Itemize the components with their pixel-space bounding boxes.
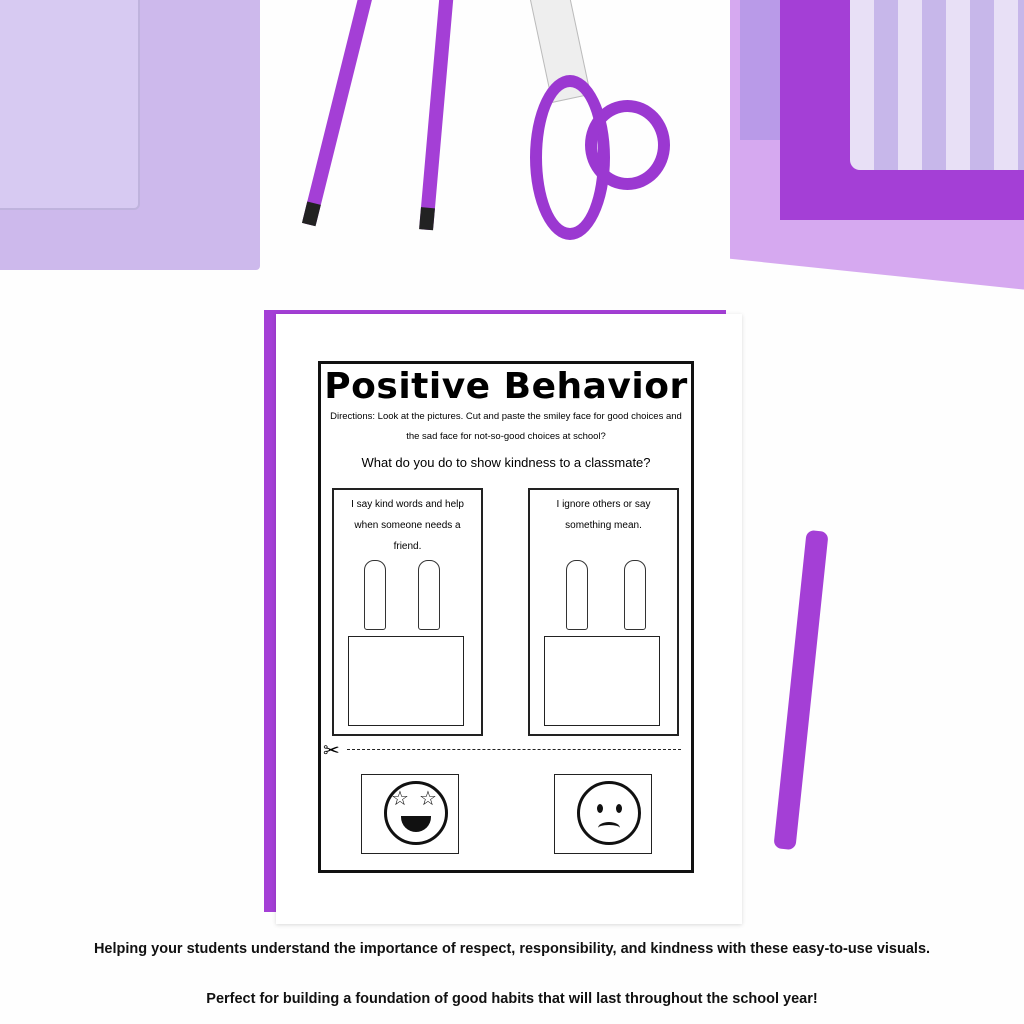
scissors-icon: ✂ xyxy=(323,740,340,762)
child-illustration xyxy=(418,560,440,630)
worksheet-title: Positive Behavior xyxy=(324,366,688,407)
good-choice-card xyxy=(332,488,483,736)
scissors-handle xyxy=(585,100,670,190)
child-illustration xyxy=(566,560,588,630)
purple-pen xyxy=(773,530,828,851)
card-text: I say kind words and help when someone needs a friend. xyxy=(351,499,464,552)
gingham-pouch xyxy=(850,0,1024,170)
paste-box xyxy=(544,636,660,726)
child-illustration xyxy=(364,560,386,630)
directions: Directions: Look at the pictures. Cut and paste the smiley face for good choices and the sad face for not-so-good choices at school? xyxy=(330,411,682,442)
cut-line xyxy=(347,749,681,750)
purple-pencil xyxy=(302,0,374,226)
star-eyes-smiley-icon: ☆ ☆ xyxy=(384,781,448,845)
child-illustration xyxy=(624,560,646,630)
bad-choice-card xyxy=(528,488,679,736)
paste-box xyxy=(348,636,464,726)
sad-face-icon xyxy=(577,781,641,845)
caption-line-2: Perfect for building a foundation of good habits that will last throughout the school year! xyxy=(206,991,818,1007)
caption-line-1: Helping your students understand the importance of respect, responsibility, and kindness with these easy-to-use visuals. xyxy=(93,941,931,957)
purple-pencil xyxy=(419,0,454,230)
question: What do you do to show kindness to a classmate? xyxy=(361,455,651,470)
sad-face-cutout xyxy=(554,774,652,854)
marker-cup xyxy=(0,0,140,210)
smiley-cutout xyxy=(361,774,459,854)
worksheet xyxy=(318,361,694,873)
card-text: I ignore others or say something mean. xyxy=(556,499,651,531)
